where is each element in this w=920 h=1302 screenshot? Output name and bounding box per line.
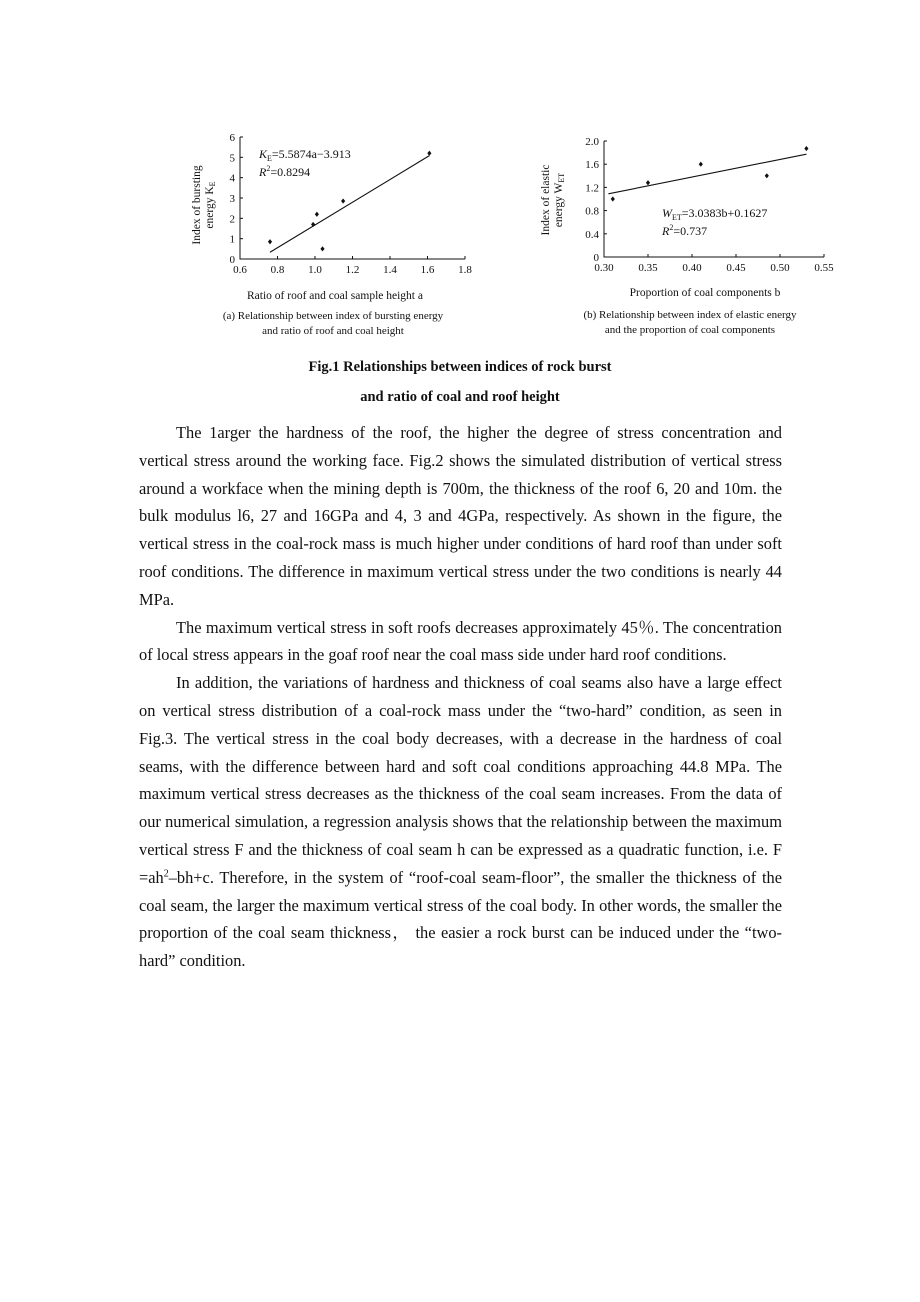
chart-b-subcaption-2: and the proportion of coal components xyxy=(604,324,776,336)
a-ytick-label: 6 xyxy=(229,132,235,144)
b-xtick-label: 0.30 xyxy=(594,262,614,274)
chart-b-ylabel-1: Index of elastic xyxy=(540,164,552,236)
a-xtick-label: 1.0 xyxy=(308,264,322,276)
chart-a-ylabel-1: Index of bursting xyxy=(191,165,203,245)
b-regression-line xyxy=(608,154,806,194)
a-xtick-label: 1.8 xyxy=(458,264,472,276)
b-ytick-label: 0 xyxy=(593,252,599,264)
b-ytick-label: 0.4 xyxy=(585,228,599,241)
figure-1 xyxy=(0,0,920,345)
figure-caption-line-1: Fig.1 Relationships between indices of rock burst xyxy=(308,359,612,375)
a-ytick-label: 3 xyxy=(229,193,235,205)
a-ytick-label: 4 xyxy=(229,172,235,185)
b-axis-lines xyxy=(604,141,824,257)
chart-a-xlabel: Ratio of roof and coal sample height a xyxy=(247,290,423,302)
a-data-point xyxy=(427,151,431,156)
b-data-point xyxy=(646,180,650,185)
paragraph-3-part-2: –bh+c. Therefore, in the system of “roof-coal seam-floor”, the smaller the thickness of the coal seam, the larger the maximum vertical stress of the coal body. In other words, the smaller the proportion of the coal seam thickness， the easier a rock burst can be induced under the “two-hard” condition. xyxy=(139,867,782,971)
b-xtick-label: 0.40 xyxy=(682,262,702,274)
b-xtick-label: 0.35 xyxy=(638,262,658,274)
paragraph-3-part-1: In addition, the variations of hardness and thickness of coal seams also have a large effect on vertical stress distribution of a coal-rock mass under the “two-hard” condition, as seen in Fig.3. The vertical stress in the coal body decreases, with a decrease in the hardness of coal seams, with the difference between hard and soft coal conditions approaching 44.8 MPa. The maximum vertical stress decreases as the thickness of the coal seam increases. From the data of our numerical simulation, a regression analysis shows that the relationship between the maximum vertical stress F and the thickness of coal seam h can be expressed as a quadratic function, i.e. F =ah xyxy=(139,673,782,887)
chart-b-r2: $R^2=0.737$ xyxy=(662,223,708,238)
a-xtick-label: 1.6 xyxy=(420,264,435,276)
b-data-point xyxy=(699,162,703,167)
chart-a-subcaption-1: (a) Relationship between index of bursting energy xyxy=(222,310,444,322)
chart-b-fit-line xyxy=(608,154,806,194)
body-text xyxy=(139,419,782,975)
chart-b-ticks xyxy=(585,136,834,274)
a-data-point xyxy=(320,246,324,251)
a-xtick-label: 1.4 xyxy=(383,264,397,276)
a-xtick-label: 0.8 xyxy=(270,264,285,276)
a-ytick-label: 1 xyxy=(229,233,235,246)
superscript-2: 2 xyxy=(163,868,169,880)
chart-a xyxy=(180,125,480,345)
a-xtick-label: 1.2 xyxy=(345,264,360,276)
a-ytick-label: 5 xyxy=(229,152,235,165)
b-ytick-label: 1.6 xyxy=(585,159,599,172)
a-ytick-label: 2 xyxy=(229,213,235,226)
paragraph-3 xyxy=(139,669,782,975)
paragraph-2: The maximum vertical stress in soft roofs decreases approximately 45％. The concentration of local stress appears in the goaf roof near the coal mass side under hard roof conditions. xyxy=(139,617,782,665)
a-xtick-label: 0.6 xyxy=(233,264,247,276)
chart-b-subcaption-1: (b) Relationship between index of elastic energy xyxy=(583,309,797,321)
a-data-point xyxy=(341,198,345,203)
chart-a-subcaption-2: and ratio of roof and coal height xyxy=(262,325,404,337)
chart-a-equation: $K_E=5.5874a-3.913$ xyxy=(259,147,351,163)
a-data-point xyxy=(268,239,272,244)
b-ytick-label: 0.8 xyxy=(585,205,599,218)
chart-b-equation: $W_{ET}=3.0383b+0.1627$ xyxy=(662,206,768,222)
chart-b-xlabel: Proportion of coal components b xyxy=(629,287,781,299)
b-ytick-label: 2.0 xyxy=(585,136,599,148)
chart-b xyxy=(535,125,845,345)
b-data-point xyxy=(804,146,808,151)
a-ytick-label: 0 xyxy=(229,254,235,266)
b-ytick-label: 1.2 xyxy=(585,182,599,195)
chart-b-ylabel-2: energy WET xyxy=(553,172,566,228)
figure-caption-line-2: and ratio of coal and roof height xyxy=(360,389,560,405)
chart-b-axes xyxy=(604,141,824,257)
b-data-point xyxy=(765,173,769,178)
b-data-point xyxy=(611,196,615,201)
b-xtick-label: 0.50 xyxy=(770,262,790,274)
chart-a-ylabel-2: energy KE xyxy=(204,181,217,229)
paragraph-1: The 1arger the hardness of the roof, the higher the degree of stress concentration and vertical stress around the working face. Fig.2 shows the simulated distribution of vertical stress around a workface when the mining depth is 700m, the thickness of the roof 6, 20 and 10m. the bulk modulus l6, 27 and 16GPa and 4, 3 and 4GPa, respectively. As shown in the figure, the vertical stress in the coal-rock mass is much higher under conditions of hard roof than under soft roof conditions. The difference in maximum vertical stress under the two conditions is nearly 44 MPa. xyxy=(139,423,782,609)
a-data-point xyxy=(315,212,319,217)
b-xtick-label: 0.55 xyxy=(814,262,834,274)
chart-a-r2: $R^2=0.8294$ xyxy=(259,164,311,179)
b-xtick-label: 0.45 xyxy=(726,262,746,274)
